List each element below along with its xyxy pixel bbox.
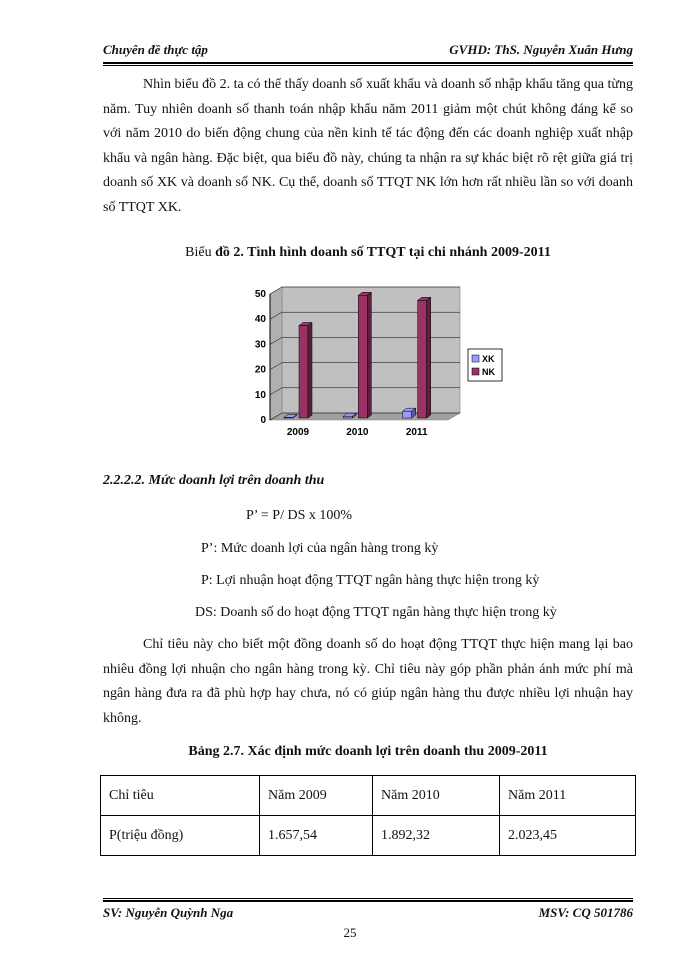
chart-side-wall: [270, 287, 282, 420]
table-cell: 1.657,54: [260, 816, 373, 856]
bar-nk: [299, 326, 308, 419]
bar-nk-side: [427, 297, 431, 418]
table-header-cell: Năm 2011: [500, 776, 636, 816]
y-tick-label: 0: [260, 415, 266, 426]
bar-nk-side: [308, 323, 312, 419]
header-left: Chuyên đề thực tập: [103, 42, 208, 57]
bar-xk: [343, 416, 352, 418]
footer-left: SV: Nguyễn Quỳnh Nga: [103, 905, 234, 920]
bar-xk: [403, 411, 412, 418]
table-header-cell: Năm 2010: [373, 776, 500, 816]
page-header: [103, 40, 633, 60]
paragraph-1-text: Nhìn biểu đồ 2. ta có thể thấy doanh số xuất khẩu và doanh số nhập khẩu tăng qua từng năm. Tuy nhiên doanh số thanh toán nhập khẩu năm 2011 giảm một chút không đáng kể so với năm 2010 do biến động chung của nền kinh tế tác động đến các doanh nghiệp xuất nhập khẩu và ngân hàng. Đặc biệt, qua biểu đồ này, chúng ta nhận ra sự khác biệt rõ rệt giữa giá trị doanh số XK và doanh số NK. Cụ thể, doanh số TTQT NK lớn hơn rất nhiều lần so với doanh số TTQT XK.: [103, 77, 633, 215]
page-number: 25: [343, 925, 357, 940]
header-rule: [103, 62, 633, 66]
footer-rule: [103, 898, 633, 902]
chart-caption: [103, 245, 633, 261]
page-footer: [103, 905, 633, 925]
chart-caption-prefix: Biểu: [185, 245, 212, 260]
footer-right: MSV: CQ 501786: [538, 905, 633, 920]
legend-swatch-nk: [472, 368, 479, 375]
table-caption: Bảng 2.7. Xác định mức doanh lợi trên doanh thu 2009-2011: [188, 744, 548, 759]
bar-nk: [418, 300, 427, 418]
table-cell: 2.023,45: [500, 816, 636, 856]
y-tick-label: 40: [254, 314, 266, 326]
table-row: [101, 816, 636, 856]
paragraph-2-text: Chỉ tiêu này cho biết một đồng doanh số do hoạt động TTQT thực hiện mang lại bao nhiêu đồng lợi nhuận cho ngân hàng trong kỳ. Chỉ tiêu này góp phần phản ánh mức phí mà ngân hàng đưa ra đã phù hợp hay chưa, nó có giúp ngân hàng thu được nhiều lợi nhuận hay không.: [103, 637, 633, 726]
legend-label: NK: [482, 367, 495, 377]
definition-p: P: Lợi nhuận hoạt động TTQT ngân hàng thực hiện trong kỳ: [201, 573, 540, 588]
bar-nk-side: [367, 292, 371, 418]
y-tick-label: 30: [254, 339, 266, 351]
definition-ds: DS: Doanh số do hoạt động TTQT ngân hàng thực hiện trong kỳ: [195, 605, 557, 620]
x-tick-label: 2010: [346, 427, 369, 438]
paragraph-1: [103, 73, 633, 220]
bar-nk: [358, 295, 367, 418]
y-tick-label: 20: [254, 364, 266, 376]
data-table: [100, 775, 636, 856]
bar-chart: [250, 283, 510, 443]
formula: P’ = P/ DS x 100%: [246, 508, 353, 523]
definition-p-prime: P’: Mức doanh lợi của ngân hàng trong kỳ: [201, 541, 439, 556]
y-tick-label: 50: [254, 289, 266, 300]
table-cell: P(triệu đồng): [101, 816, 260, 856]
table-cell: 1.892,32: [373, 816, 500, 856]
table-header-cell: Năm 2009: [260, 776, 373, 816]
header-right: GVHD: ThS. Nguyễn Xuân Hưng: [449, 42, 633, 57]
table-header-row: [101, 776, 636, 816]
legend-swatch-xk: [472, 355, 479, 362]
x-tick-label: 2011: [405, 427, 428, 438]
paragraph-2: [103, 633, 633, 731]
x-tick-label: 2009: [286, 427, 310, 438]
chart-caption-title: đồ 2. Tình hình doanh số TTQT tại chi nhánh 2009-2011: [215, 245, 551, 260]
y-tick-label: 10: [254, 389, 266, 401]
legend-label: XK: [482, 354, 495, 364]
table-header-cell: Chỉ tiêu: [101, 776, 260, 816]
section-heading: 2.2.2.2. Mức doanh lợi trên doanh thu: [103, 473, 325, 488]
